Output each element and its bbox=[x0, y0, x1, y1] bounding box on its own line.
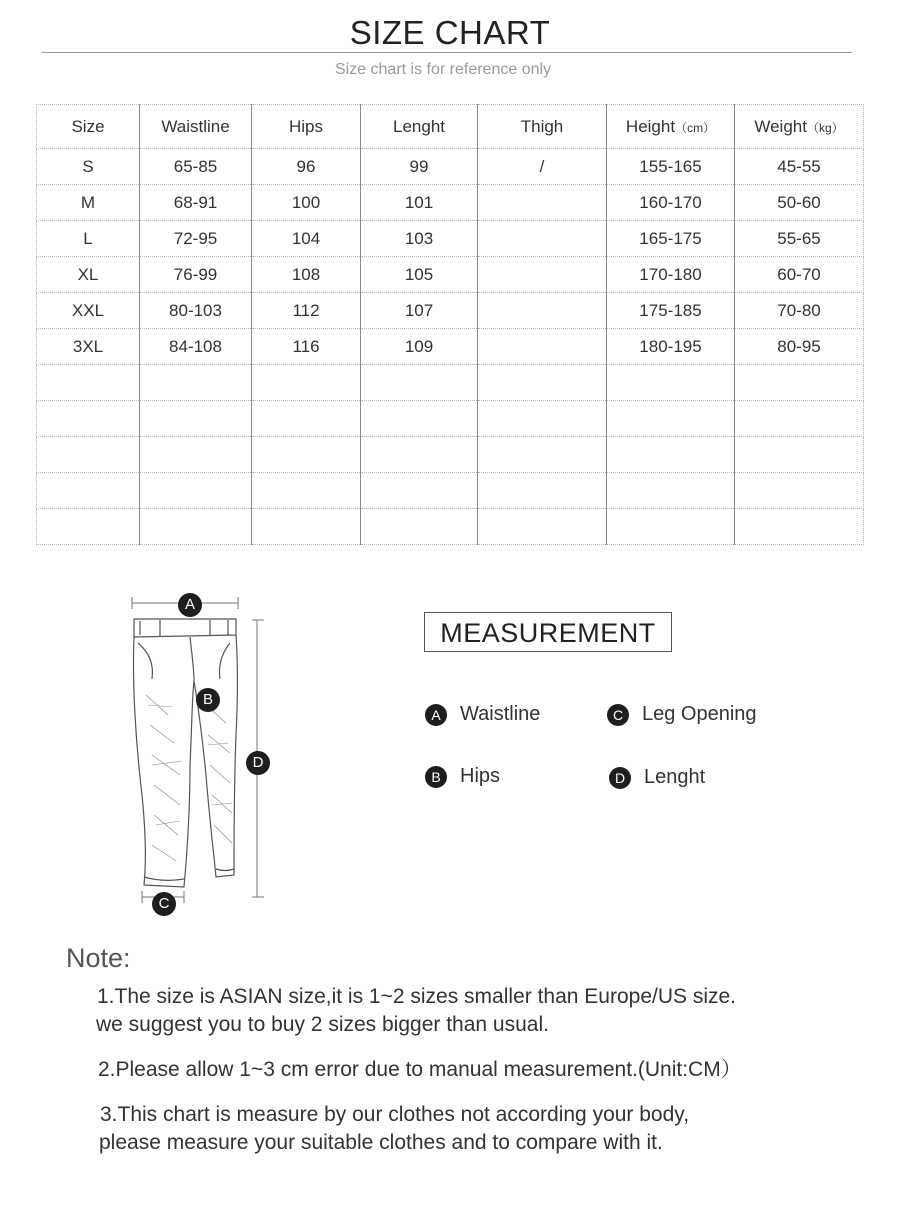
table-empty-cell bbox=[735, 401, 864, 437]
table-cell: 160-170 bbox=[607, 185, 735, 221]
header-hips: Hips bbox=[252, 105, 361, 149]
legend-a-badge: A bbox=[425, 704, 447, 726]
table-cell: L bbox=[37, 221, 140, 257]
table-empty-cell bbox=[478, 437, 607, 473]
table-cell: 180-195 bbox=[607, 329, 735, 365]
table-cell: 60-70 bbox=[735, 257, 864, 293]
table-cell: 101 bbox=[361, 185, 478, 221]
header-length: Lenght bbox=[361, 105, 478, 149]
table-row bbox=[37, 293, 864, 329]
legend-c-badge: C bbox=[607, 704, 629, 726]
legend-d-badge: D bbox=[609, 767, 631, 789]
page-subtitle: Size chart is for reference only bbox=[334, 61, 552, 78]
header-height-label: Height bbox=[625, 116, 676, 136]
table-empty-cell bbox=[140, 401, 252, 437]
table-cell: 45-55 bbox=[735, 149, 864, 185]
table-cell: M bbox=[37, 185, 140, 221]
table-cell: 109 bbox=[361, 329, 478, 365]
table-empty-cell bbox=[735, 365, 864, 401]
legend-item-hips bbox=[425, 765, 500, 788]
marker-b-badge: B bbox=[196, 688, 220, 712]
table-row bbox=[37, 149, 864, 185]
table-cell: 100 bbox=[252, 185, 361, 221]
table-cell: / bbox=[478, 149, 607, 185]
table-cell: 55-65 bbox=[735, 221, 864, 257]
header-waistline: Waistline bbox=[140, 105, 252, 149]
table-cell: XL bbox=[37, 257, 140, 293]
table-header-row bbox=[37, 105, 864, 149]
table-cell: 3XL bbox=[37, 329, 140, 365]
table-cell: 105 bbox=[361, 257, 478, 293]
header-height-unit: （cm） bbox=[675, 120, 716, 135]
table-empty-cell bbox=[252, 437, 361, 473]
legend-item-waistline bbox=[425, 703, 540, 726]
marker-d-badge: D bbox=[246, 751, 270, 775]
note-line-3: 3.This chart is measure by our clothes not according your body, bbox=[100, 1103, 690, 1126]
table-empty-cell bbox=[735, 437, 864, 473]
table-empty-cell bbox=[735, 509, 864, 545]
table-cell bbox=[478, 329, 607, 365]
table-empty-row bbox=[37, 401, 864, 437]
table-empty-cell bbox=[140, 509, 252, 545]
table-empty-cell bbox=[607, 401, 735, 437]
table-empty-cell bbox=[37, 473, 140, 509]
table-empty-cell bbox=[252, 473, 361, 509]
table-cell bbox=[478, 185, 607, 221]
table-empty-cell bbox=[37, 401, 140, 437]
table-empty-cell bbox=[361, 473, 478, 509]
table-cell: 65-85 bbox=[140, 149, 252, 185]
table-row bbox=[37, 185, 864, 221]
table-cell: 84-108 bbox=[140, 329, 252, 365]
table-cell: 68-91 bbox=[140, 185, 252, 221]
note-line-3b: please measure your suitable clothes and to compare with it. bbox=[99, 1131, 663, 1154]
table-cell bbox=[478, 293, 607, 329]
note-line-1: 1.The size is ASIAN size,it is 1~2 sizes smaller than Europe/US size. bbox=[97, 985, 737, 1008]
table-empty-cell bbox=[361, 437, 478, 473]
table-empty-cell bbox=[735, 473, 864, 509]
marker-c-badge: C bbox=[152, 892, 176, 916]
table-empty-cell bbox=[607, 473, 735, 509]
table-empty-cell bbox=[37, 437, 140, 473]
table-empty-cell bbox=[140, 365, 252, 401]
table-cell: 175-185 bbox=[607, 293, 735, 329]
table-row bbox=[37, 257, 864, 293]
legend-label-leg-opening: Leg Opening bbox=[642, 703, 757, 725]
table-cell: 170-180 bbox=[607, 257, 735, 293]
page-title: SIZE CHART bbox=[349, 14, 551, 51]
measurement-title: MEASUREMENT bbox=[424, 612, 672, 652]
table-empty-cell bbox=[478, 365, 607, 401]
table-cell: 107 bbox=[361, 293, 478, 329]
table-row bbox=[37, 221, 864, 257]
note-line-1b: we suggest you to buy 2 sizes bigger than usual. bbox=[96, 1013, 549, 1036]
table-empty-cell bbox=[478, 473, 607, 509]
notes-heading: Note: bbox=[66, 943, 131, 973]
table-empty-cell bbox=[361, 401, 478, 437]
table-empty-cell bbox=[37, 509, 140, 545]
size-table bbox=[36, 104, 864, 545]
note-line-2: 2.Please allow 1~3 cm error due to manual measurement.(Unit:CM） bbox=[98, 1058, 742, 1081]
table-empty-cell bbox=[252, 401, 361, 437]
table-cell: 80-95 bbox=[735, 329, 864, 365]
table-empty-cell bbox=[361, 365, 478, 401]
legend-b-badge: B bbox=[425, 766, 447, 788]
title-divider bbox=[42, 52, 852, 53]
table-empty-cell bbox=[252, 509, 361, 545]
table-empty-cell bbox=[478, 509, 607, 545]
table-cell: 50-60 bbox=[735, 185, 864, 221]
legend-label-length: Lenght bbox=[644, 766, 706, 788]
table-cell: 80-103 bbox=[140, 293, 252, 329]
table-empty-cell bbox=[361, 509, 478, 545]
table-cell: 96 bbox=[252, 149, 361, 185]
pants-illustration bbox=[110, 585, 290, 925]
table-empty-cell bbox=[37, 365, 140, 401]
header-thigh: Thigh bbox=[478, 105, 607, 149]
legend-label-waistline: Waistline bbox=[460, 703, 541, 725]
table-empty-cell bbox=[140, 437, 252, 473]
legend-label-hips: Hips bbox=[460, 765, 501, 787]
table-empty-cell bbox=[140, 473, 252, 509]
table-cell: 112 bbox=[252, 293, 361, 329]
table-cell: 116 bbox=[252, 329, 361, 365]
table-empty-row bbox=[37, 473, 864, 509]
table-cell: 76-99 bbox=[140, 257, 252, 293]
table-empty-row bbox=[37, 509, 864, 545]
table-cell: 104 bbox=[252, 221, 361, 257]
marker-a-badge: A bbox=[178, 593, 202, 617]
table-empty-row bbox=[37, 365, 864, 401]
table-cell: 99 bbox=[361, 149, 478, 185]
legend-item-length bbox=[609, 766, 705, 789]
table-cell: S bbox=[37, 149, 140, 185]
table-empty-cell bbox=[607, 509, 735, 545]
table-cell: 155-165 bbox=[607, 149, 735, 185]
table-empty-cell bbox=[478, 401, 607, 437]
table-cell: 165-175 bbox=[607, 221, 735, 257]
header-weight-unit: （kg） bbox=[806, 120, 844, 135]
legend-item-leg-opening bbox=[607, 703, 757, 726]
table-cell: 72-95 bbox=[140, 221, 252, 257]
header-size: Size bbox=[37, 105, 140, 149]
table-cell bbox=[478, 257, 607, 293]
table-empty-row bbox=[37, 437, 864, 473]
table-row bbox=[37, 329, 864, 365]
table-cell bbox=[478, 221, 607, 257]
table-empty-cell bbox=[252, 365, 361, 401]
table-empty-cell bbox=[607, 437, 735, 473]
table-cell: 108 bbox=[252, 257, 361, 293]
table-cell: 70-80 bbox=[735, 293, 864, 329]
header-height bbox=[607, 105, 735, 149]
table-cell: XXL bbox=[37, 293, 140, 329]
table-cell: 103 bbox=[361, 221, 478, 257]
header-weight bbox=[735, 105, 864, 149]
table-empty-cell bbox=[607, 365, 735, 401]
header-weight-label: Weight bbox=[754, 116, 807, 136]
